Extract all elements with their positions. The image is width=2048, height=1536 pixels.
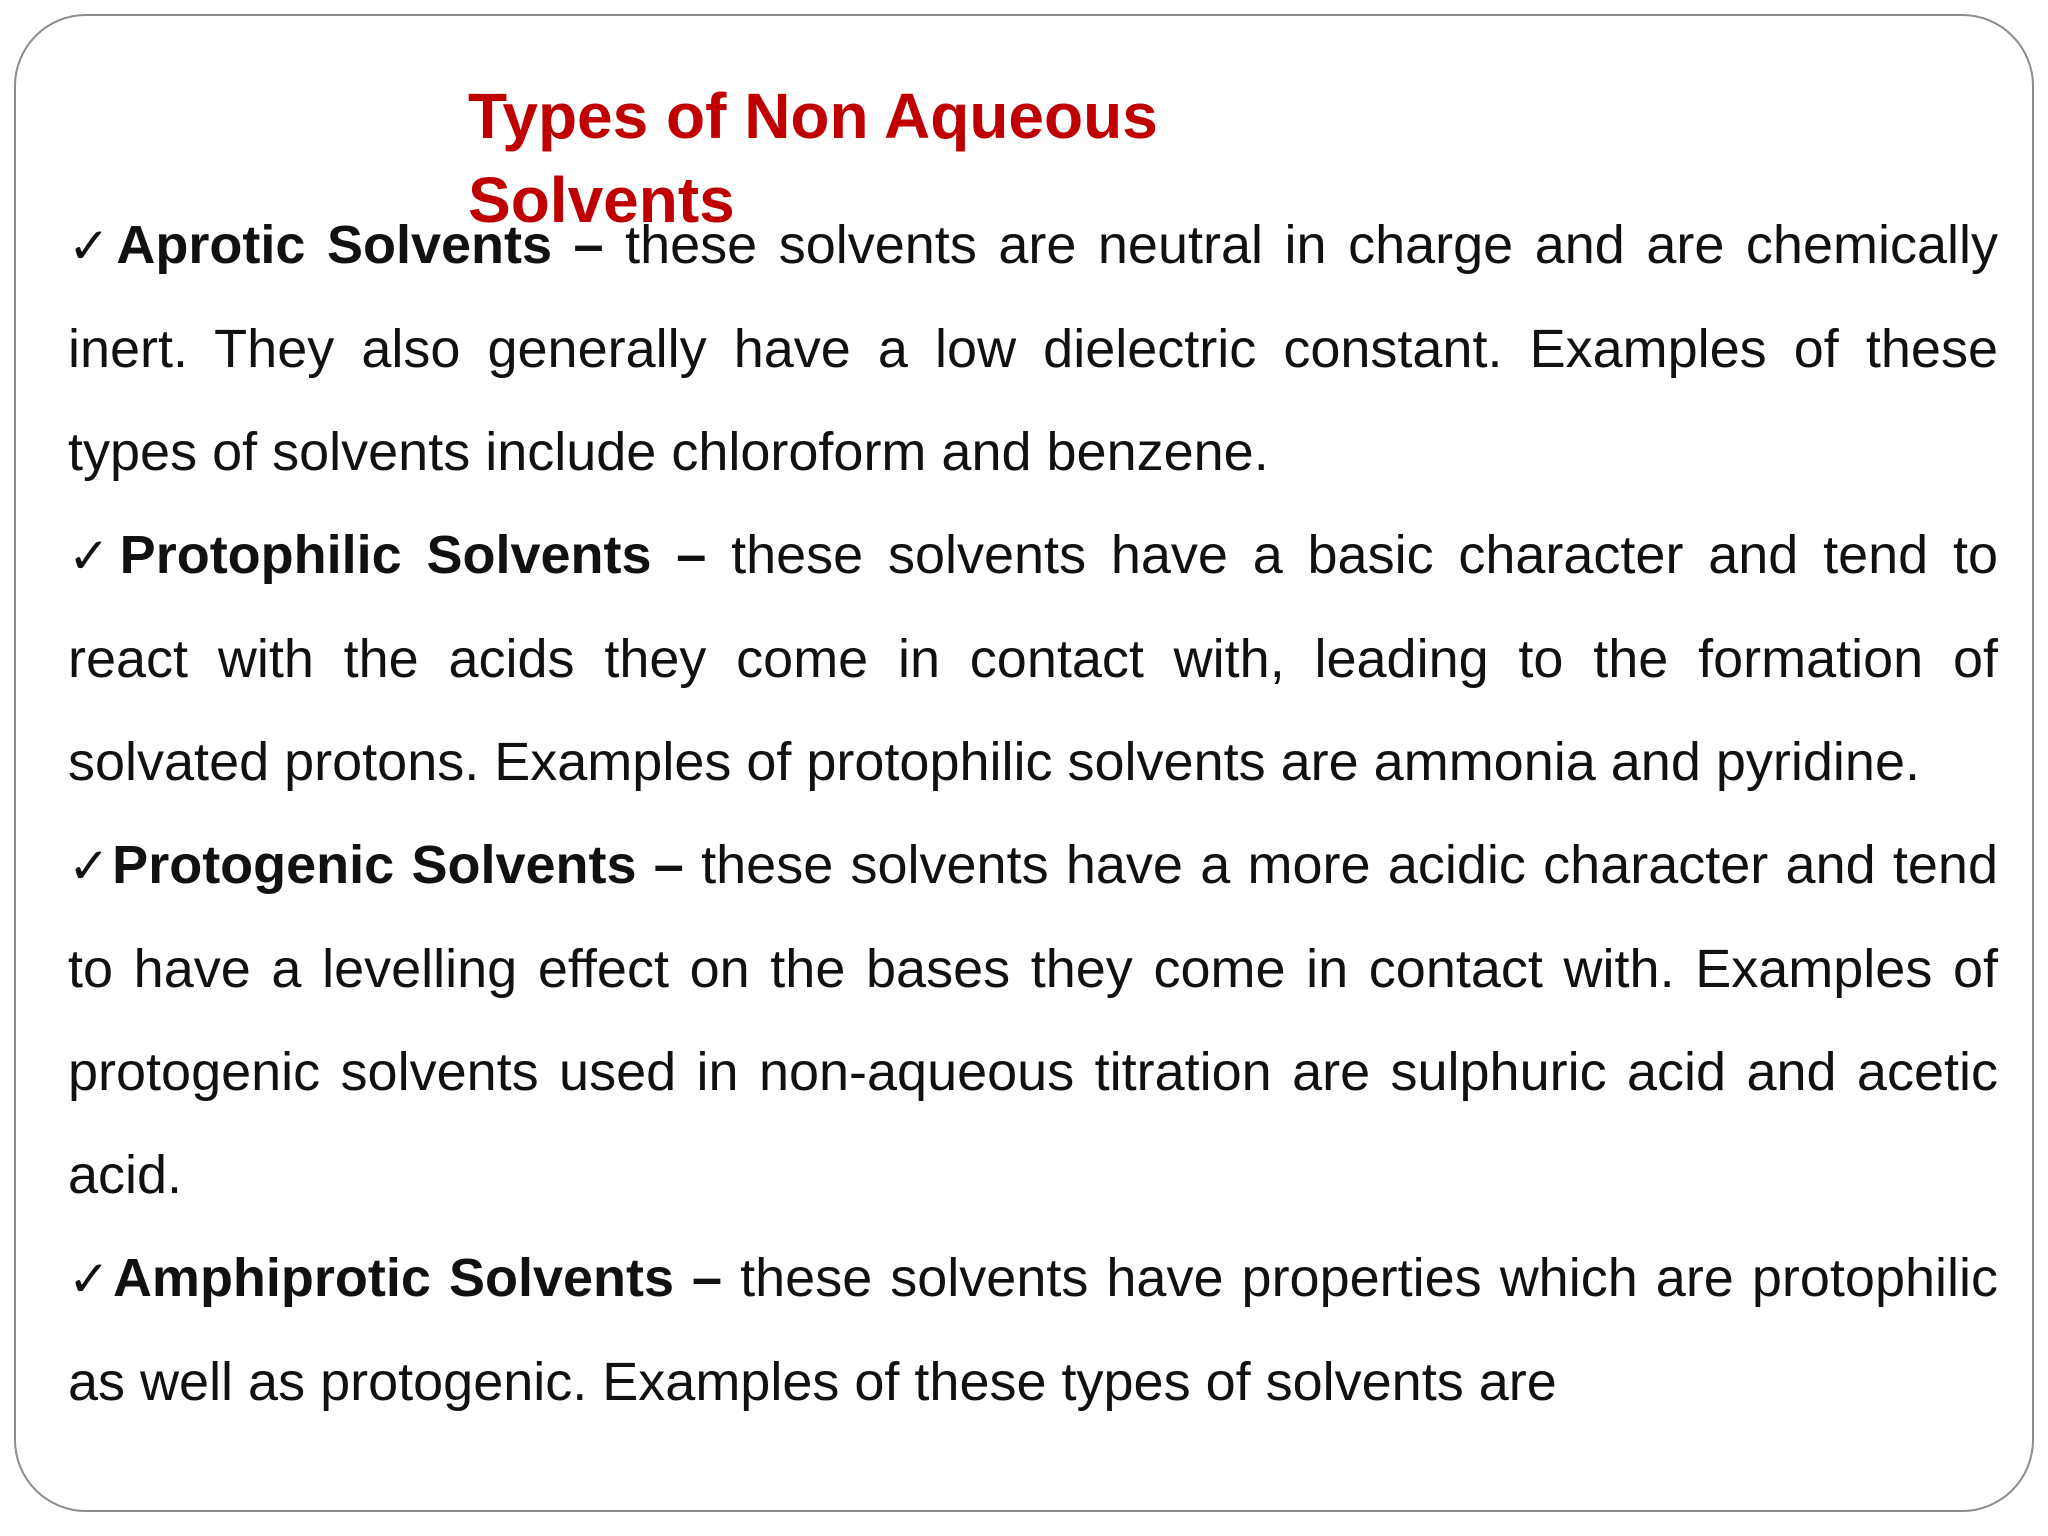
bullet-text: these solvents have properties which are protophilic as well as protogenic. Examples of these types of solvents are [68,1248,1998,1412]
bullet-text: these solvents have a more acidic character and tend to have a levelling effect on the bases they come in contact with. Examples of protogenic solvents used in non-aqueous titration are sulphuric acid and acetic acid. [68,835,1999,1205]
bullet-text: these solvents have a basic character and tend to react with the acids they come in contact with, leading to the formation of solvated protons. Examples of protophilic solvents are ammonia and pyridine. [68,525,1998,792]
bullet-amphiprotic [68,1227,1998,1434]
bullet-term: Protophilic Solvents – [119,525,732,585]
check-icon: ✓ [68,527,120,585]
bullet-term: Amphiprotic Solvents – [112,1248,741,1308]
bullet-protophilic [68,504,1998,814]
check-icon: ✓ [68,217,117,275]
slide-title: Types of Non Aqueous Solvents [468,80,1158,236]
slide-frame [14,14,2034,1512]
bullet-text: these solvents are neutral in charge and are chemically inert. They also generally have a low dielectric constant. Examples of these types of solvents include chloroform and benzene. [68,215,1998,482]
bullet-term: Aprotic Solvents – [116,215,626,275]
bullet-protogenic [68,814,1998,1227]
check-icon: ✓ [68,837,113,895]
slide-body [68,194,1998,1434]
bullet-term: Protogenic Solvents – [112,835,702,895]
check-icon: ✓ [68,1250,113,1308]
